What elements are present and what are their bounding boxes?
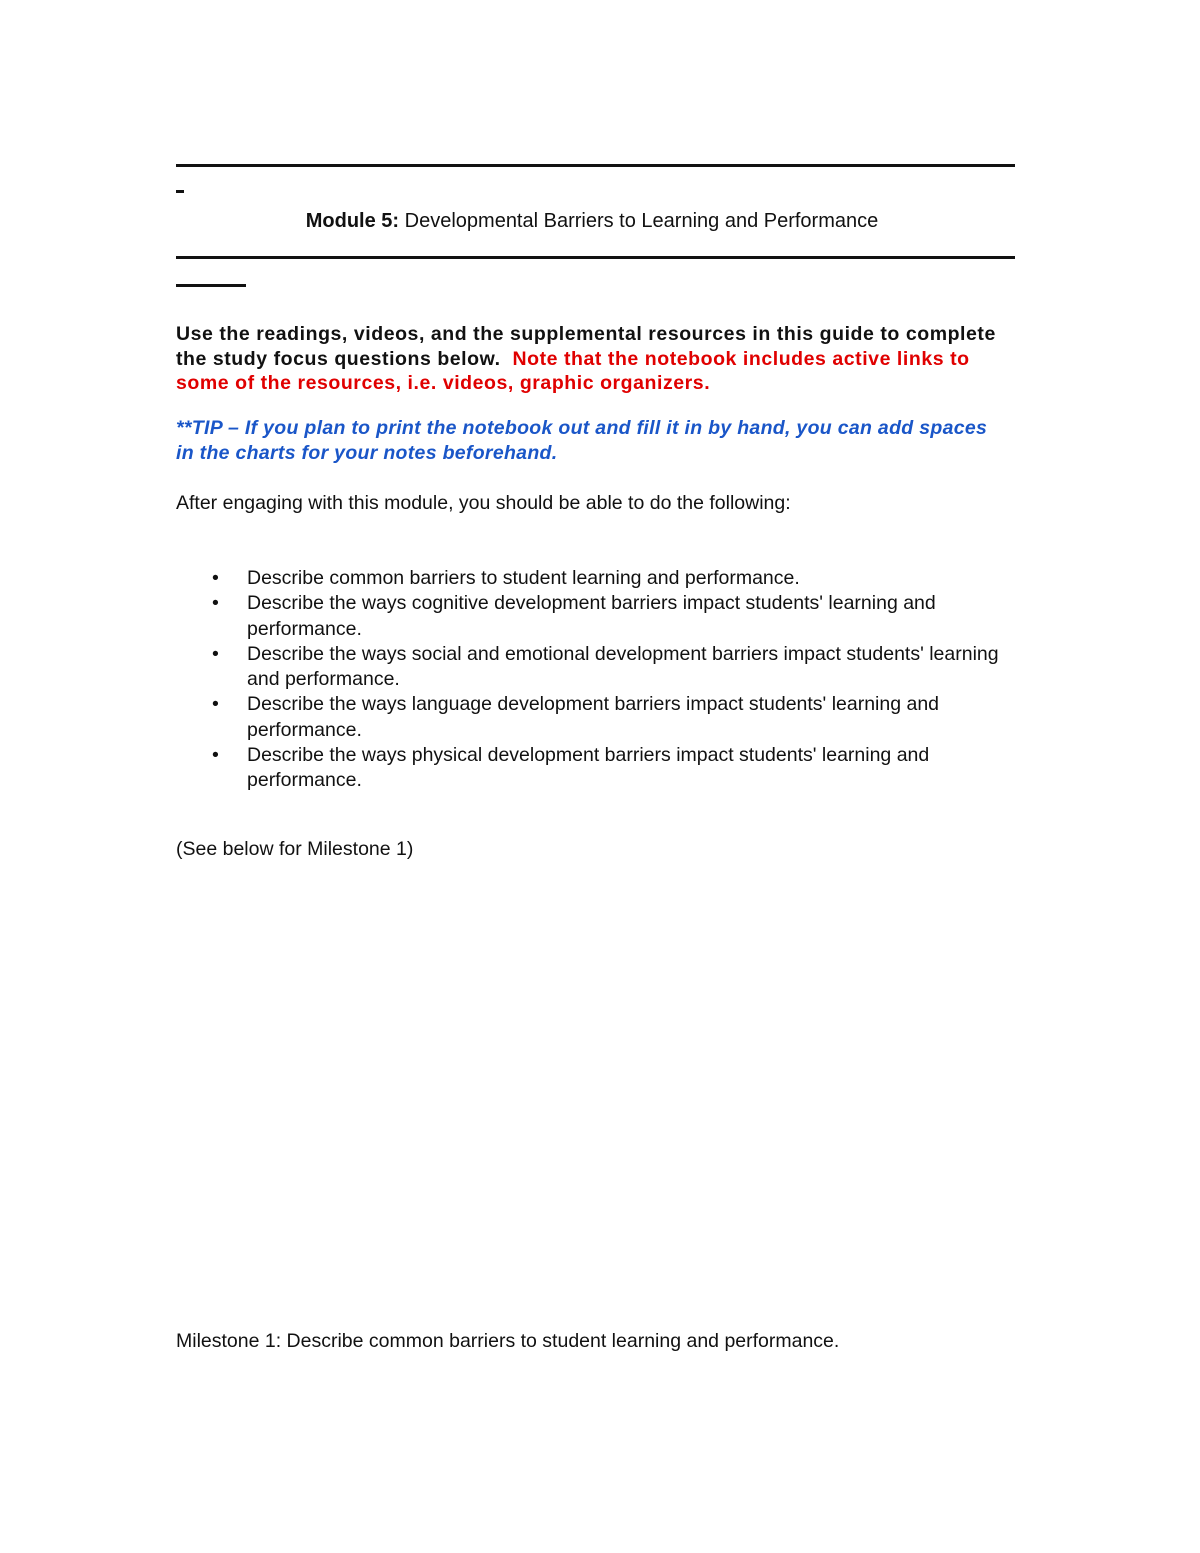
bullet-icon: •: [212, 693, 219, 716]
bullet-icon: •: [212, 592, 219, 615]
bullet-icon: •: [212, 744, 219, 767]
module-label: Module 5:: [305, 210, 400, 232]
bottom-rule-line: [176, 256, 1015, 259]
tip-paragraph: **TIP – If you plan to print the notebook out and fill it in by hand, you can add spaces in the charts for your notes beforehand.: [176, 417, 988, 464]
bullet-icon: •: [212, 567, 219, 589]
bullet-icon: •: [212, 642, 219, 665]
intro-note: Note that the notebook includes active links to some of the resources, i.e. videos, graphic organizers.: [176, 347, 970, 394]
top-rule-line: [176, 164, 1015, 167]
list-item: [176, 591, 1026, 642]
list-item: [176, 692, 1026, 743]
list-item: [176, 743, 1026, 794]
bottom-rule-line-wrap: [176, 284, 246, 287]
list-item-text: Describe the ways physical development barriers impact students' learning and performance.: [247, 744, 930, 792]
list-item-text: Describe the ways social and emotional development barriers impact students' learning and performance.: [247, 642, 999, 691]
module-title-text: Developmental Barriers to Learning and Performance: [399, 210, 879, 232]
module-title: [176, 206, 1008, 236]
see-below-note: (See below for Milestone 1): [176, 838, 414, 860]
list-item: [176, 642, 1026, 693]
list-item-text: Describe the ways cognitive development barriers impact students' learning and performance.: [247, 592, 936, 640]
objectives-intro: After engaging with this module, you should be able to do the following:: [176, 492, 791, 514]
intro-instructions: Use the readings, videos, and the supplemental resources in this guide to complete the study focus questions below.: [176, 323, 996, 370]
milestone-heading: Milestone 1: Describe common barriers to student learning and performance.: [176, 1330, 840, 1352]
intro-paragraph: [176, 322, 996, 396]
top-rule-line-wrap: [176, 190, 184, 193]
list-item-text: Describe the ways language development barriers impact students' learning and performance.: [247, 693, 940, 741]
list-item: [176, 566, 1026, 591]
objectives-list: [176, 566, 1026, 794]
list-item-text: Describe common barriers to student learning and performance.: [247, 567, 800, 589]
